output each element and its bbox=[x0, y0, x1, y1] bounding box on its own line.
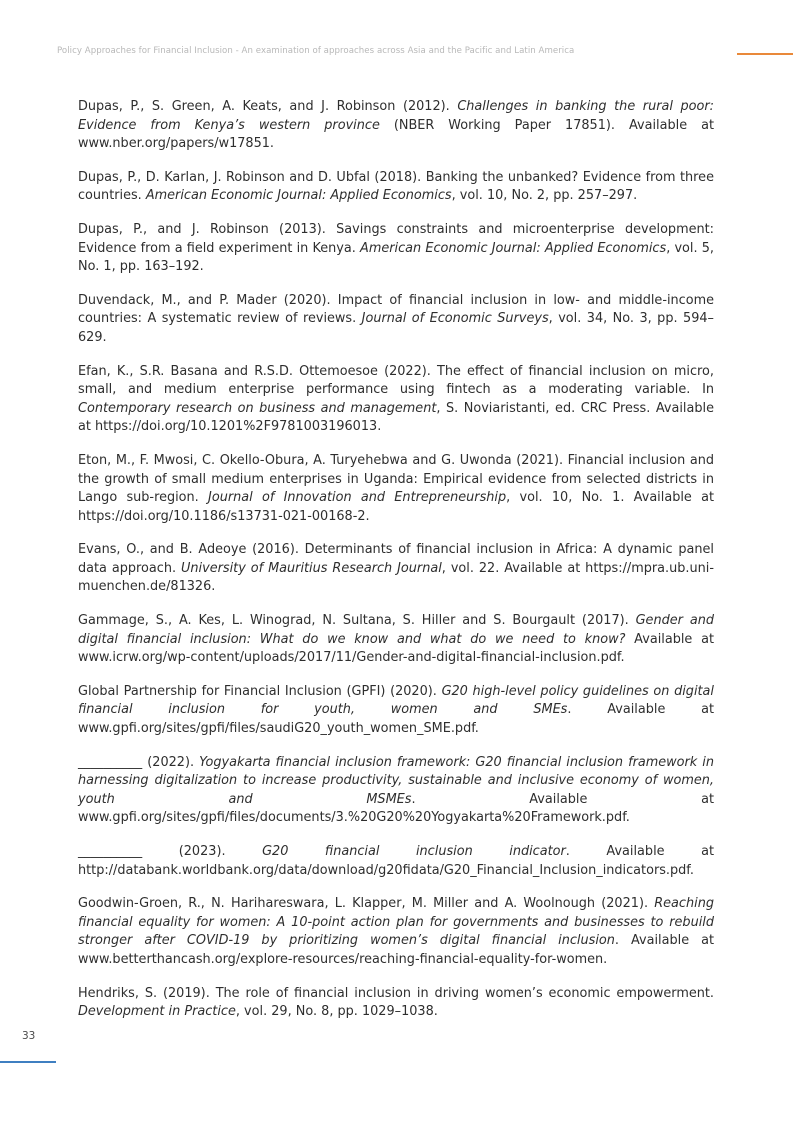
footer-accent-bar bbox=[0, 1061, 56, 1063]
reference-entry: Hendriks, S. (2019). The role of financial inclusion in driving women’s economic empowerment. Development in Practice, vol. 29, No. 8, pp. 1029–1038. bbox=[78, 985, 714, 1020]
reference-list bbox=[78, 98, 714, 1037]
page-number: 33 bbox=[22, 1030, 36, 1042]
reference-entry: Duvendack, M., and P. Mader (2020). Impact of financial inclusion in low- and middle-income countries: A systematic review of reviews. Journal of Economic Surveys, vol. 34, No. 3, pp. 594–629. bbox=[78, 292, 714, 345]
reference-entry: Evans, O., and B. Adeoye (2016). Determinants of financial inclusion in Africa: A dynamic panel data approach. University of Mauritius Research Journal, vol. 22. Available at https://mpra.ub.uni-muenchen.de/81326. bbox=[78, 542, 714, 595]
header-accent-bar bbox=[737, 53, 793, 55]
reference-entry: Gammage, S., A. Kes, L. Winograd, N. Sultana, S. Hiller and S. Bourgault (2017). Gender and digital financial inclusion: What do we know and what do we need to know? Available at www.icrw.org/wp-content/uploads/2017/11/Gender-and-digital-financial-inclusion.pdf. bbox=[78, 613, 714, 666]
reference-entry: __________ (2022). Yogyakarta financial inclusion framework: G20 financial inclusion framework in harnessing digitalization to increase productivity, sustainable and inclusive economy of women, youth and MSMEs. Available at www.gpfi.org/sites/gpfi/files/documents/3.%20G20%20Yogyakarta%20Framework.pdf. bbox=[78, 754, 714, 826]
reference-entry: Eton, M., F. Mwosi, C. Okello-Obura, A. Turyehebwa and G. Uwonda (2021). Financial inclusion and the growth of small medium enterprises in Uganda: Empirical evidence from selected districts in Lango sub-region. Journal of Innovation and Entrepreneurship, vol. 10, No. 1. Available at https://doi.org/10.1186/s13731-021-00168-2. bbox=[78, 452, 714, 524]
reference-entry: Dupas, P., S. Green, A. Keats, and J. Robinson (2012). Challenges in banking the rural poor: Evidence from Kenya’s western province (NBER Working Paper 17851). Available at www.nber.org/papers/w17851. bbox=[78, 99, 714, 152]
reference-entry: __________ (2023). G20 financial inclusion indicator. Available at http://databank.worldbank.org/data/download/g20fidata/G20_Financial_Inclusion_indicators.pdf. bbox=[78, 844, 714, 878]
reference-entry: Global Partnership for Financial Inclusion (GPFI) (2020). G20 high-level policy guidelines on digital financial inclusion for youth, women and SMEs. Available at www.gpfi.org/sites/gpfi/files/saudiG20_youth_women_SME.pdf. bbox=[78, 683, 714, 737]
reference-entry: Dupas, P., D. Karlan, J. Robinson and D. Ubfal (2018). Banking the unbanked? Evidence from three countries. American Economic Journal: Applied Economics, vol. 10, No. 2, pp. 257–297. bbox=[78, 169, 714, 204]
reference-entry: Goodwin-Groen, R., N. Harihareswara, L. Klapper, M. Miller and A. Woolnough (2021). Reaching financial equality for women: A 10-point action plan for governments and businesses to rebuild stronger after COVID-19 by prioritizing women’s digital financial inclusion. Available at www.betterthancash.org/explore-resources/reaching-financial-equality-for-women. bbox=[78, 896, 714, 967]
reference-entry: Efan, K., S.R. Basana and R.S.D. Ottemoesoe (2022). The effect of financial inclusion on micro, small, and medium enterprise performance using fintech as a moderating variable. In Contemporary research on business and management, S. Noviaristanti, ed. CRC Press. Available at https://doi.org/10.1201%2F9781003196013. bbox=[78, 363, 714, 435]
running-header: Policy Approaches for Financial Inclusion - An examination of approaches across Asia and the Pacific and Latin America bbox=[57, 46, 575, 56]
reference-entry: Dupas, P., and J. Robinson (2013). Savings constraints and microenterprise development: Evidence from a field experiment in Kenya. American Economic Journal: Applied Economics, vol. 5, No. 1, pp. 163–192. bbox=[78, 221, 714, 275]
